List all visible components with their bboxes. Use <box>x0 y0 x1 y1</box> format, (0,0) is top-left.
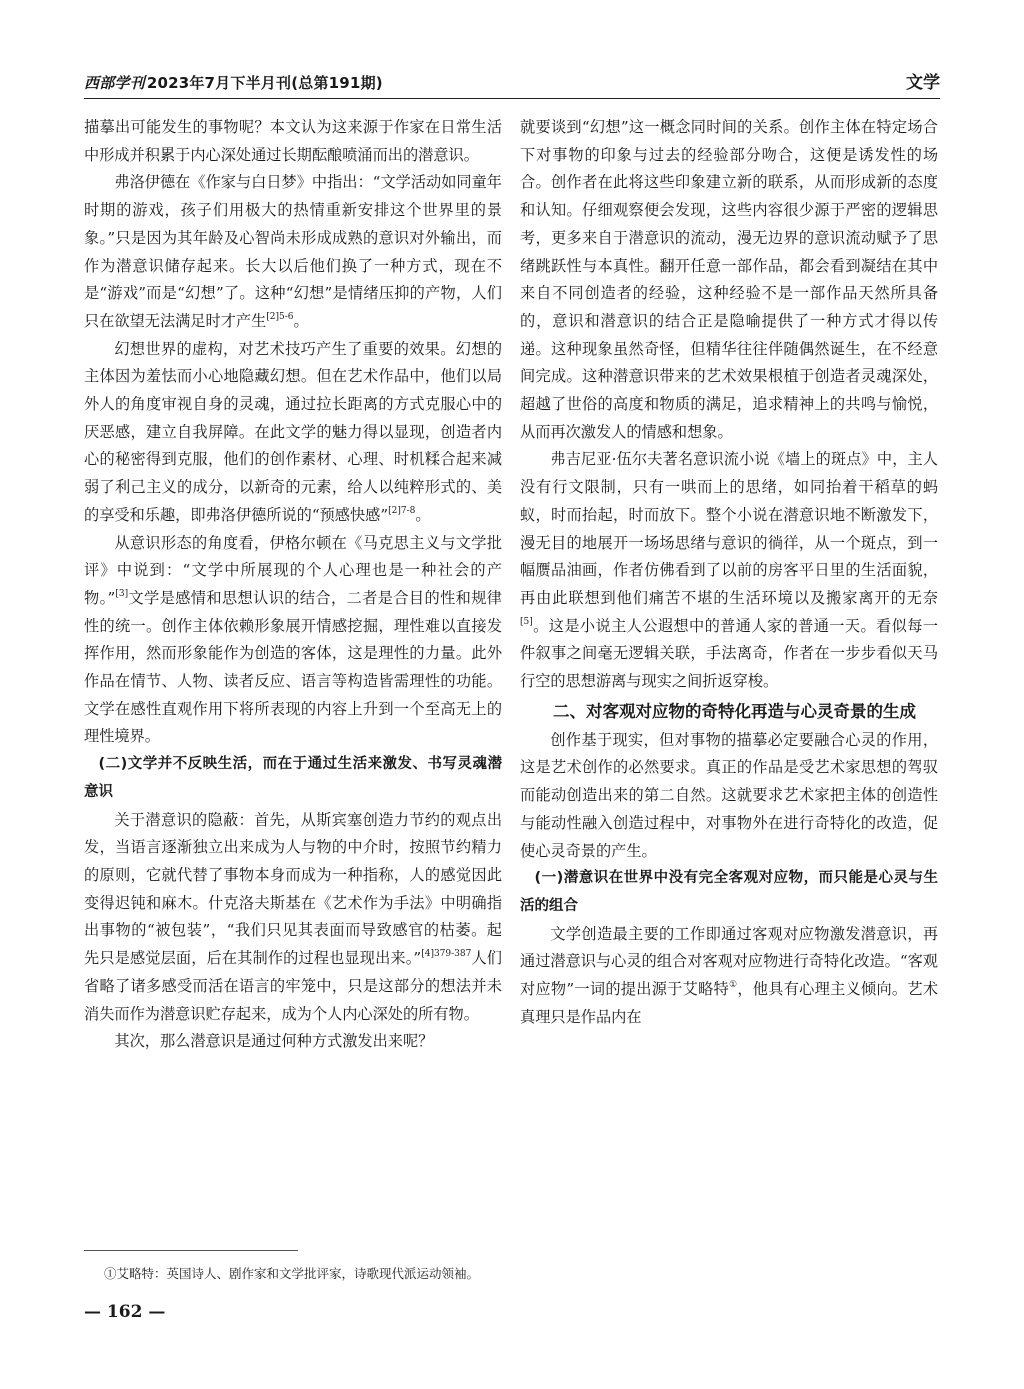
text-run: 。这是小说主人公遐想中的普通人家的普通一天。看似每一件叙事之间毫无逻辑关联，手法离奇，作者在一步步看似天马行空的思想游离与现实之间折返穿梭。 <box>520 616 938 691</box>
citation-marker: [2]7-8 <box>388 505 416 516</box>
journal-issue-line <box>84 72 383 93</box>
right-column <box>520 114 938 1032</box>
text-run: (二)文学并不反映生活，而在于通过生活来激发、书写灵魂潜意识 <box>84 756 502 800</box>
continued-paragraph <box>520 114 938 446</box>
page-number: — 162 — <box>84 1302 166 1322</box>
text-run: 弗洛伊德在《作家与白日梦》中指出：“文学活动如同童年时期的游戏，孩子们用极大的热情重新安排这个世界里的景象。”只是因为其年龄及心智尚未形成成熟的意识对外输出，而作为潜意识储存起来。长大以后他们换了一种方式，现在不是“游戏”而是“幻想”了。这种“幻想”是情绪压抑的产物，人们只在欲望无法满足时才产生 <box>84 173 502 330</box>
section-heading <box>520 698 938 726</box>
left-column <box>84 114 502 1056</box>
citation-marker: ① <box>728 980 738 991</box>
section-label: 文学 <box>906 73 940 93</box>
text-run: 从意识形态的角度看，伊格尔顿在《马克思主义与文学批评》中说到：“文学中所展现的个人心理也是一种社会的产物。” <box>84 533 502 607</box>
issue-info: 2023年7月下半月刊(总第191期) <box>146 74 383 92</box>
text-run: 幻想世界的虚构，对艺术技巧产生了重要的效果。幻想的主体因为羞怯而小心地隐藏幻想。但在艺术作品中，他们以局外人的角度审视自身的灵魂，通过拉长距离的方式克服心中的厌恶感，建立自我屏障。在此文学的魅力得以显现，创造者内心的秘密得到克服，他们的创作素材、心理、时机糅合起来减弱了利己主义的成分，以新奇的元素，给人以纯粹形式的、美的享受和乐趣，即弗洛伊德所说的“预感快感” <box>84 339 502 524</box>
paragraph <box>520 921 938 1032</box>
footnote-divider <box>84 1250 298 1251</box>
footnote: ①艾略特：英国诗人、剧作家和文学批评家，诗歌现代派运动领袖。 <box>104 1266 480 1281</box>
text-run: 创作基于现实，但对事物的描摹必定要融合心灵的作用，这是艺术创作的必然要求。真正的作品是受艺术家思想的驾驭而能动创造出来的第二自然。这就要求艺术家把主体的创造性与能动性融入创造过程中，对事物外在进行奇特化的改造，促使心灵奇景的产生。 <box>520 730 938 860</box>
citation-marker: [4]379-387 <box>421 949 472 960</box>
text-run: 文学是感情和思想认识的结合，二者是合目的性和规律性的统一。创作主体依赖形象展开情感挖掘，理性难以直接发挥作用，然而形象能作为创造的客体，这是理性的力量。此外作品在情节、人物、读者反应、语言等构造皆需理性的功能。文学在感性直观作用下将所表现的内容上升到一个至高无上的理性境界。 <box>84 588 502 746</box>
text-run: (一)潜意识在世界中没有完全客观对应物，而只能是心灵与生活的组合 <box>520 870 938 914</box>
subheading <box>520 865 938 920</box>
continued-paragraph <box>84 114 502 169</box>
text-run: 人们省略了诸多感受而活在语言的牢笼中，只是这部分的想法并未消失而作为潜意识贮存起来，成为个人内心深处的所有物。 <box>84 949 502 1023</box>
running-header <box>84 70 940 99</box>
text-run: 文学创造最主要的工作即通过客观对应物激发潜意识，再通过潜意识与心灵的组合对客观对应物进行奇特化改造。“客观对应物”一词的提出源于艾略特 <box>520 924 938 999</box>
paragraph <box>84 1028 502 1056</box>
paragraph <box>84 807 502 1029</box>
paragraph <box>520 727 938 866</box>
text-run: 。 <box>415 505 431 524</box>
text-run: 弗吉尼亚·伍尔夫著名意识流小说《墙上的斑点》中，主人没有行文限制，只有一哄而上的思绪，如同抬着干稻草的蚂蚁，时而抬起，时而放下。整个小说在潜意识地不断激发下，漫无目的地展开一场场思绪与意识的徜徉，从一个斑点，到一幅赝品油画，作者仿佛看到了以前的房客平日里的生活面貌，再由此联想到他们痛苦不堪的生活环境以及搬家离开的无奈 <box>520 450 938 607</box>
subheading <box>84 751 502 806</box>
text-run: 其次，那么潜意识是通过何种方式激发出来呢？ <box>114 1032 434 1051</box>
paragraph <box>84 336 502 530</box>
text-run: 描摹出可能发生的事物呢？本文认为这来源于作家在日常生活中形成并积累于内心深处通过长期酝酿喷涌而出的潜意识。 <box>84 118 502 164</box>
paragraph <box>84 169 502 335</box>
text-run: 就要谈到“幻想”这一概念同时间的关系。创作主体在特定场合下对事物的印象与过去的经验部分吻合，这便是诱发性的场合。创作者在此将这些印象建立新的联系，从而形成新的态度和认知。仔细观察便会发现，这些内容很少源于严密的逻辑思考，更多来自于潜意识的流动，漫无边界的意识流动赋予了思绪跳跃性与本真性。翻开任意一部作品，都会看到凝结在其中来自不同创造者的经验，这种经验不是一部作品天然所具备的，意识和潜意识的结合正是隐喻提供了一种方式才得以传递。这种现象虽然奇怪，但精华往往伴随偶然诞生，在不经意间完成。这种潜意识带来的艺术效果根植于创造者灵魂深处，超越了世俗的高度和物质的满足，追求精神上的共鸣与愉悦，从而再次激发人的情感和想象。 <box>520 118 938 441</box>
text-run: 。 <box>293 311 309 330</box>
paragraph <box>84 530 502 752</box>
journal-logo: 西部学刊 <box>84 74 145 92</box>
text-run: 关于潜意识的隐蔽：首先，从斯宾塞创造力节约的观点出发，当语言逐渐独立出来成为人与物的中介时，按照节约精力的原则，它就代替了事物本身而成为一种指称，人的感觉因此变得迟钝和麻木。什克洛夫斯基在《艺术作为手法》中明确指出事物的“被包装”，“我们只见其表面而导致感官的枯萎。起先只是感觉层面，后在其制作的过程也显现出来。” <box>84 810 502 968</box>
text-run: 二、对客观对应物的奇特化再造与心灵奇景的生成 <box>553 701 916 721</box>
citation-marker: [3] <box>115 588 129 599</box>
citation-marker: [2]5-6 <box>266 311 294 322</box>
text-run: ，他具有心理主义倾向。艺术真理只是作品内在 <box>520 980 939 1026</box>
citation-marker: [5] <box>520 616 533 627</box>
paragraph <box>520 446 938 695</box>
